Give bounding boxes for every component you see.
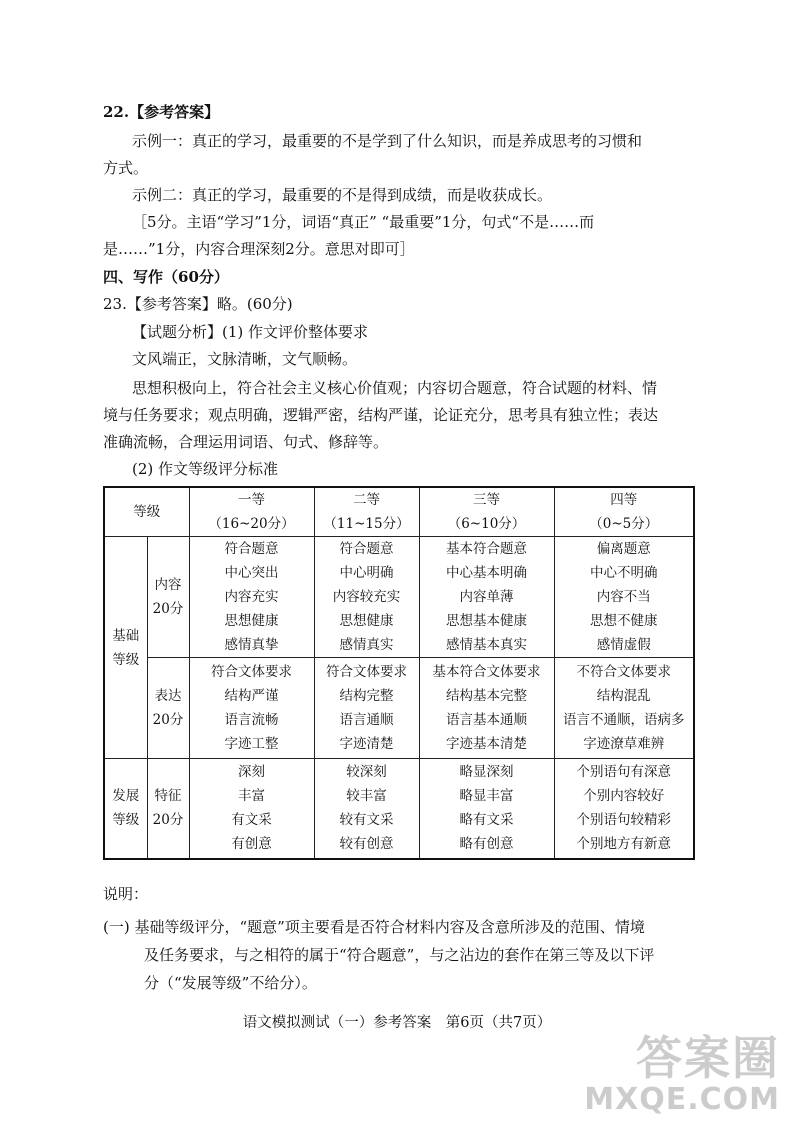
content-grade-4: 偏离题意 中心不明确 内容不当 思想不健康 感情虚假	[554, 537, 694, 658]
q23-requirements-line2: 境与任务要求；观点明确，逻辑严密，结构严谨，论证充分，思考具有独立性；表达	[103, 406, 659, 424]
watermark-en: MXQE.COM	[584, 1082, 780, 1117]
watermark-logo	[584, 1033, 780, 1117]
expression-grade-1: 符合文体要求 结构严谨 语言流畅 字迹工整	[189, 658, 314, 759]
grade-col-2: 二等 （11~15分）	[314, 487, 419, 537]
q22-example2: 示例二：真正的学习，最重要的不是得到成绩，而是收获成长。	[132, 186, 553, 204]
q22-scoring-line1: ［5分。主语“学习”1分，词语“真正” “最重要”1分，句式“不是……而	[132, 213, 595, 231]
notes-item1-line1: (一) 基础等级评分，“题意”项主要看是否符合材料内容及含意所涉及的范围、情境	[103, 918, 645, 936]
q23-heading: 23.【参考答案】略。(60分)	[103, 295, 293, 313]
section-writing-heading: 四、写作（60分）	[103, 268, 229, 286]
expression-grade-3: 基本符合文体要求 结构基本完整 语言基本通顺 字迹基本清楚	[419, 658, 554, 759]
q23-grading-standard-heading: (2) 作文等级评分标准	[132, 460, 279, 478]
expression-row	[104, 658, 694, 759]
grade-col-4: 四等 （0~5分）	[554, 487, 694, 537]
q22-heading: 22.【参考答案】	[103, 103, 220, 121]
q22-example1-line2: 方式。	[103, 159, 149, 177]
content-row	[104, 537, 694, 658]
content-grade-3: 基本符合题意 中心基本明确 内容单薄 思想基本健康 感情基本真实	[419, 537, 554, 658]
table-header-row	[104, 487, 694, 537]
grade-col-1: 一等 （16~20分）	[189, 487, 314, 537]
expression-grade-2: 符合文体要求 结构完整 语言通顺 字迹清楚	[314, 658, 419, 759]
content-label-cell: 内容 20分	[147, 537, 189, 658]
essay-grading-table	[103, 486, 695, 860]
q23-analysis-heading: 【试题分析】(1) 作文评价整体要求	[132, 323, 369, 341]
expression-grade-4: 不符合文体要求 结构混乱 语言不通顺，语病多 字迹潦草难辨	[554, 658, 694, 759]
feature-grade-1: 深刻 丰富 有文采 有创意	[189, 759, 314, 859]
content-grade-2: 符合题意 中心明确 内容较充实 思想健康 感情真实	[314, 537, 419, 658]
q22-example1-line1: 示例一：真正的学习，最重要的不是学到了什么知识，而是养成思考的习惯和	[132, 132, 643, 150]
grade-header-cell: 等级	[104, 487, 189, 537]
notes-item1-line3: 分（“发展等级”不给分）。	[144, 974, 317, 992]
feature-grade-4: 个别语句有深意 个别内容较好 个别语句较精彩 个别地方有新意	[554, 759, 694, 859]
feature-grade-3: 略显深刻 略显丰富 略有文采 略有创意	[419, 759, 554, 859]
basic-level-cell: 基础 等级	[104, 537, 147, 759]
expression-label-cell: 表达 20分	[147, 658, 189, 759]
feature-label-cell: 特征 20分	[147, 759, 189, 859]
q23-style-requirement: 文风端正，文脉清晰，文气顺畅。	[132, 350, 358, 368]
development-level-cell: 发展 等级	[104, 759, 147, 859]
notes-item1-line2: 及任务要求，与之相符的属于“符合题意”，与之沾边的套作在第三等及以下评	[144, 946, 655, 964]
watermark-cn: 答案圈	[636, 1031, 780, 1085]
grade-col-3: 三等 （6~10分）	[419, 487, 554, 537]
page-footer: 语文模拟测试（一）参考答案 第6页（共7页）	[242, 1015, 552, 1031]
feature-grade-2: 较深刻 较丰富 较有文采 较有创意	[314, 759, 419, 859]
q22-scoring-line2: 是……”1分，内容合理深刻2分。意思对即可］	[103, 240, 415, 258]
q23-requirements-line1: 思想积极向上，符合社会主义核心价值观；内容切合题意，符合试题的材料、情	[132, 379, 658, 397]
content-grade-1: 符合题意 中心突出 内容充实 思想健康 感情真挚	[189, 537, 314, 658]
development-row	[104, 759, 694, 859]
q23-requirements-line3: 准确流畅，合理运用词语、句式、修辞等。	[103, 433, 389, 451]
notes-heading: 说明：	[103, 885, 149, 903]
